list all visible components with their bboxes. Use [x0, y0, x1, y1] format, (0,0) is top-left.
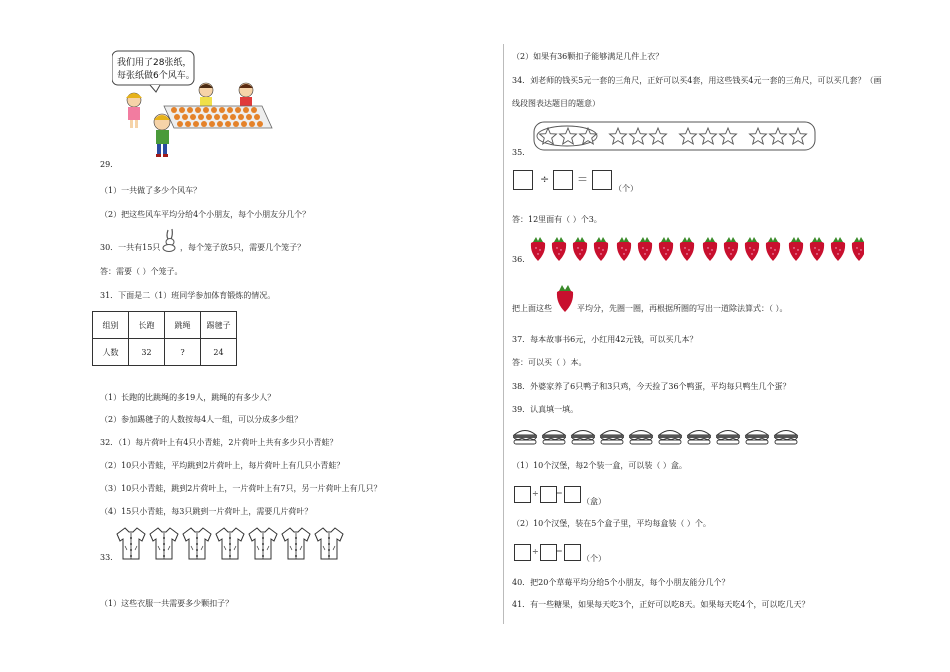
- table-cell: 跳绳: [165, 312, 201, 339]
- q35-answer-box-2[interactable]: [553, 170, 573, 190]
- table-cell: 踢毽子: [201, 312, 237, 339]
- q35-answer-box-1[interactable]: [513, 170, 533, 190]
- speech-bubble-line-1: 我们用了28张纸，: [117, 58, 192, 68]
- q32-sub1: 32．（1）每片荷叶上有4只小青蛙，2片荷叶上共有多少只小青蛙？: [100, 438, 338, 447]
- speech-bubble-line-2: 每张纸做6个风车。: [117, 71, 195, 81]
- hamburgers-illustration: [512, 426, 806, 446]
- table-cell: 长跑: [129, 312, 165, 339]
- sports-table: [92, 311, 237, 366]
- pinwheel-scene-illustration: [112, 48, 282, 168]
- table-cell: 人数: [93, 339, 129, 366]
- shirts-illustration: [116, 526, 356, 562]
- q35-op-equals: ＝: [577, 173, 588, 186]
- q39-sub1: （1）10个汉堡，每2个装一盒，可以装（ ）盒。: [512, 461, 687, 470]
- q35-answer: 答：12里面有（ ）个3。: [512, 215, 602, 224]
- q32-sub4: （4）15只小青蛙，每3只跳到一片荷叶上，需要几片荷叶？: [100, 507, 313, 516]
- stars-illustration: [533, 120, 817, 152]
- q39-sub2-op-equals: ＝: [555, 547, 563, 556]
- q36-number: 36.: [512, 255, 525, 264]
- table-cell: 24: [201, 339, 237, 366]
- q30-text-post: ，每个笼子放5只，需要几个笼子？: [180, 243, 306, 252]
- strawberries-illustration: [528, 235, 864, 263]
- table-row: [93, 312, 237, 339]
- q35-unit: （个）: [614, 184, 638, 193]
- q35-answer-box-3[interactable]: [592, 170, 612, 190]
- q31-title: 31．下面是二（1）班同学参加体育锻炼的情况。: [100, 291, 276, 300]
- q39-sub1-op-equals: ＝: [555, 489, 563, 498]
- q29-sub2: （2）把这些风车平均分给4个小朋友，每个小朋友分几个？: [100, 210, 311, 219]
- table-cell: 组别: [93, 312, 129, 339]
- q34-line2: 线段图表达题目的题意）: [512, 99, 600, 108]
- table-cell: 32: [129, 339, 165, 366]
- q39-sub2-op-divide: ÷: [532, 547, 539, 556]
- q32-sub2: （2）10只小青蛙，平均跳到2片荷叶上，每片荷叶上有几只小青蛙？: [100, 461, 345, 470]
- q38-question: 38．外婆家养了6只鸭子和3只鸡，今天捡了36个鸭蛋，平均每只鸭生几个蛋？: [512, 382, 791, 391]
- q29-sub1: （1）一共做了多少个风车？: [100, 186, 202, 195]
- q30-answer: 答：需要（ ）个笼子。: [100, 267, 183, 276]
- q36-text-post: 平均分，先圈一圈，再根据所圈的写出一道除法算式：（ ）。: [577, 304, 788, 313]
- q37-answer: 答：可以买（ ）本。: [512, 358, 587, 367]
- q39-sub1-box-1[interactable]: [514, 486, 531, 503]
- q30-text-pre: 30．一共有15只: [100, 243, 161, 252]
- q39-sub2-box-3[interactable]: [564, 544, 581, 561]
- q33-sub1: （1）这些衣服一共需要多少颗扣子？: [100, 599, 234, 608]
- q39-sub1-op-divide: ÷: [532, 489, 539, 498]
- q31-sub2: （2）参加踢毽子的人数按每4人一组，可以分成多少组？: [100, 415, 303, 424]
- q34-line1: 34．刘老师的钱买5元一套的三角尺，正好可以买4套，用这些钱买4元一套的三角尺，可以买几套？（画: [512, 76, 882, 85]
- q39-unit1: （盒）: [582, 497, 606, 506]
- column-divider: [503, 44, 504, 624]
- q39-title: 39．认真填一填。: [512, 405, 579, 414]
- q35-op-divide: ÷: [540, 173, 550, 186]
- q29-number: 29.: [100, 160, 113, 169]
- q39-sub1-box-3[interactable]: [564, 486, 581, 503]
- q33-sub2: （2）如果有36颗扣子能够满足几件上衣？: [512, 52, 664, 61]
- rabbit-icon: [160, 228, 180, 252]
- q32-sub3: （3）10只小青蛙，跳到2片荷叶上，一片荷叶上有7只，另一片荷叶上有几只？: [100, 484, 382, 493]
- q39-sub2: （2）10个汉堡，装在5个盒子里，平均每盒装（ ）个。: [512, 519, 711, 528]
- table-row: [93, 339, 237, 366]
- q33-number: 33.: [100, 553, 113, 562]
- q40-question: 40．把20个草莓平均分给5个小朋友，每个小朋友能分几个？: [512, 578, 730, 587]
- q37-question: 37．每本故事书6元，小红用42元钱，可以买几本？: [512, 335, 698, 344]
- q35-number: 35.: [512, 148, 525, 157]
- q36-text-pre: 把上面这些: [512, 304, 552, 313]
- table-cell: ?: [165, 339, 201, 366]
- q39-sub2-box-1[interactable]: [514, 544, 531, 561]
- q31-sub1: （1）长跑的比跳绳的多19人，跳绳的有多少人？: [100, 393, 276, 402]
- q41-question: 41．有一些糖果，如果每天吃3个，正好可以吃8天。如果每天吃4个，可以吃几天？: [512, 600, 810, 609]
- q39-unit2: （个）: [582, 554, 606, 563]
- strawberry-icon: [554, 283, 576, 313]
